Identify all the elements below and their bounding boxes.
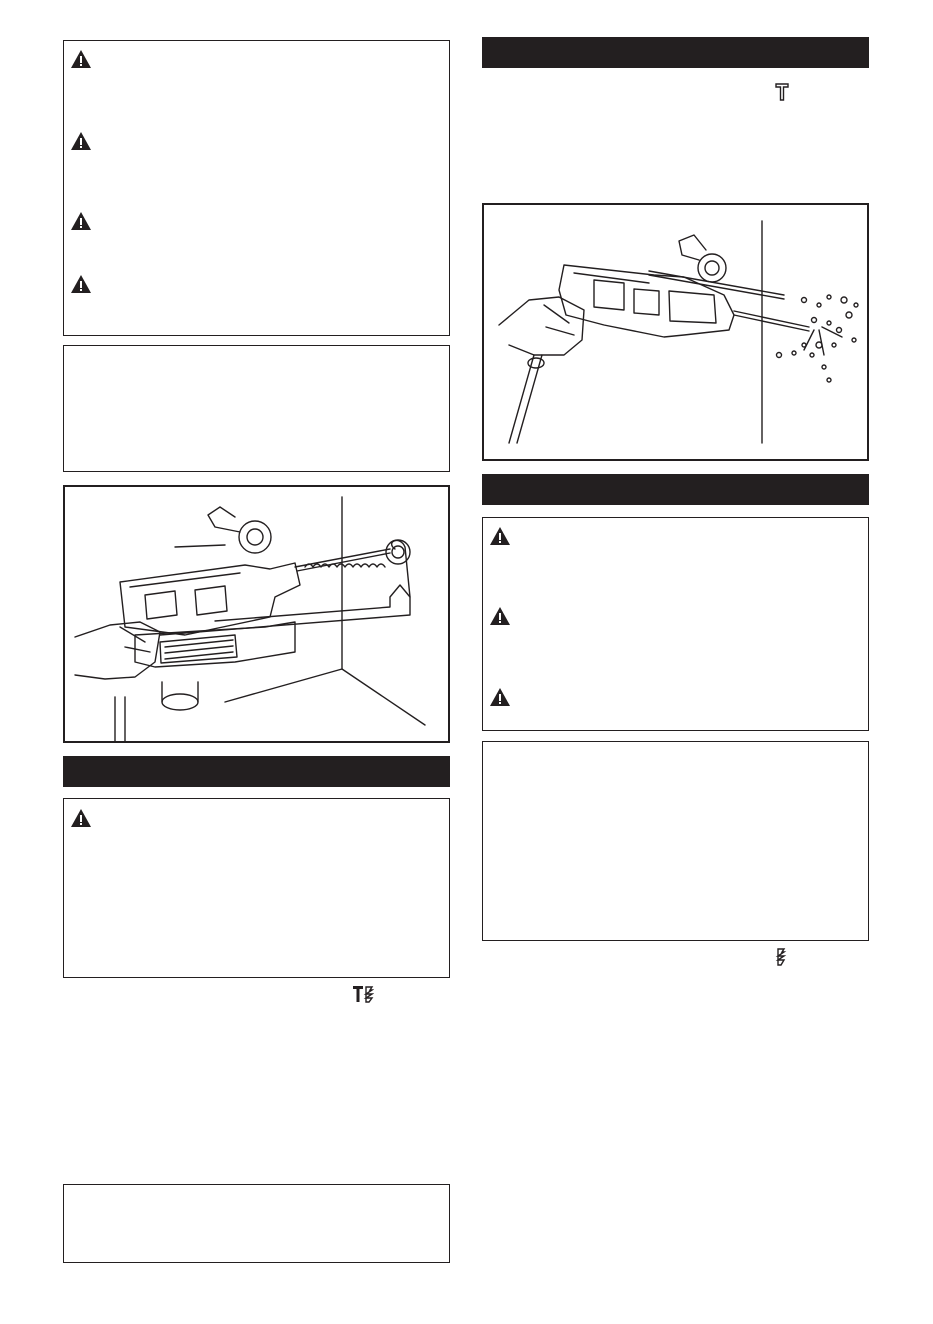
section-heading-bar	[482, 474, 869, 505]
figure-chiseling-operation	[482, 203, 869, 461]
chiseling-illustration	[484, 205, 867, 459]
notice-box-right	[482, 741, 869, 941]
notice-box-left-2	[63, 1184, 450, 1263]
warning-icon	[70, 274, 92, 294]
figure-drill-with-dust-extractor	[63, 485, 450, 743]
section-heading-bar	[482, 37, 869, 68]
section-heading-bar	[63, 756, 450, 787]
rotation-with-hammering-mode-icon	[352, 984, 374, 1004]
warning-icon	[70, 808, 92, 828]
notice-box-left-1	[63, 345, 450, 472]
warning-icon	[70, 131, 92, 151]
warning-box-top-left	[63, 40, 450, 336]
rotation-only-mode-icon	[770, 947, 792, 967]
warning-box-left-2	[63, 798, 450, 978]
warning-icon	[70, 211, 92, 231]
warning-icon	[70, 49, 92, 69]
drill-with-dust-extractor-illustration	[65, 487, 448, 741]
warning-icon	[489, 526, 511, 546]
warning-icon	[489, 687, 511, 707]
hammer-only-mode-icon	[771, 82, 793, 102]
warning-box-right	[482, 517, 869, 731]
warning-icon	[489, 606, 511, 626]
